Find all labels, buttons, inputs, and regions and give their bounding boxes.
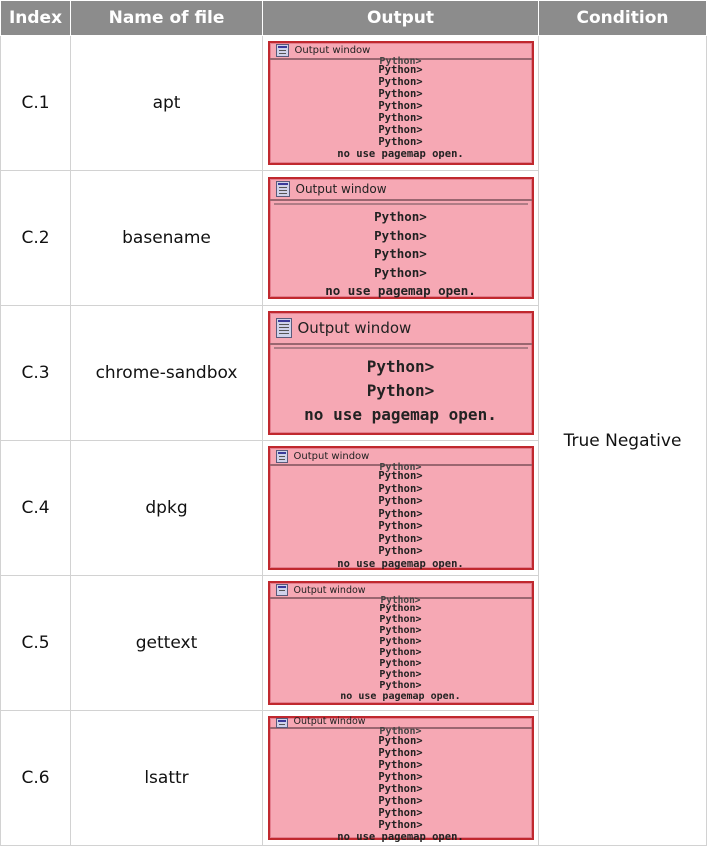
prompt-line: Python>: [378, 507, 423, 520]
header-output: Output: [263, 1, 539, 36]
message-line: no use pagemap open.: [325, 283, 476, 298]
prompt-line: Python>: [378, 88, 423, 100]
cut-off-line: Python>: [379, 56, 422, 67]
output-cell: [263, 576, 539, 711]
prompt-line: Python>: [378, 532, 423, 545]
prompt-line: Python>: [379, 614, 422, 625]
window-icon: [276, 318, 292, 338]
row-file-name: basename: [71, 171, 263, 306]
prompt-line: Python>: [374, 246, 427, 261]
output-window-title: Output window: [293, 584, 366, 596]
output-lines: [270, 470, 532, 570]
row-index: C.3: [1, 306, 71, 441]
window-icon: [276, 450, 288, 463]
window-icon: [276, 181, 290, 197]
output-window-titlebar: [270, 313, 532, 345]
output-window-title: Output window: [294, 45, 371, 56]
prompt-line: Python>: [378, 735, 423, 747]
prompt-line: Python>: [379, 658, 422, 669]
prompt-line: Python>: [374, 264, 427, 280]
output-cell: [263, 36, 539, 171]
row-file-name: dpkg: [71, 441, 263, 576]
row-index: C.4: [1, 441, 71, 576]
message-line: no use pagemap open.: [337, 831, 464, 843]
prompt-line: Python>: [374, 209, 427, 224]
header-row: [1, 1, 707, 36]
window-icon: [276, 584, 288, 596]
prompt-line: Python>: [366, 357, 435, 376]
output-window: [268, 177, 534, 299]
output-cell: [263, 306, 539, 441]
prompt-line: Python>: [378, 795, 423, 807]
prompt-line: Python>: [378, 771, 423, 783]
output-lines: [270, 205, 532, 301]
cut-off-line: Python>: [379, 462, 422, 473]
row-index: C.1: [1, 36, 71, 171]
prompt-line: Python>: [378, 124, 423, 136]
output-lines: [270, 603, 532, 702]
header-index: Index: [1, 1, 71, 36]
output-cell: [263, 711, 539, 846]
prompt-line: Python>: [379, 669, 422, 680]
prompt-line: Python>: [378, 819, 423, 831]
prompt-line: Python>: [378, 482, 423, 495]
prompt-line: Python>: [374, 227, 427, 243]
prompt-line: Python>: [366, 381, 435, 400]
row-file-name: gettext: [71, 576, 263, 711]
output-cell: [263, 171, 539, 306]
cut-off-line: Python>: [380, 595, 421, 606]
prompt-line: Python>: [379, 636, 422, 647]
prompt-line: Python>: [379, 625, 422, 636]
output-window-title: Output window: [293, 450, 370, 462]
output-window-title: Output window: [297, 319, 412, 337]
output-window: [268, 716, 534, 843]
row-index: C.5: [1, 576, 71, 711]
row-index: C.2: [1, 171, 71, 306]
prompt-line: Python>: [378, 495, 423, 507]
row-index: C.6: [1, 711, 71, 846]
row-file-name: lsattr: [71, 711, 263, 846]
prompt-line: Python>: [378, 545, 423, 557]
prompt-line: Python>: [378, 759, 423, 771]
prompt-line: Python>: [378, 76, 423, 88]
prompt-line: Python>: [378, 136, 423, 148]
prompt-line: Python>: [378, 100, 423, 112]
prompt-line: Python>: [378, 520, 423, 532]
prompt-line: Python>: [378, 470, 423, 482]
prompt-line: Python>: [378, 783, 423, 795]
message-line: no use pagemap open.: [340, 691, 461, 702]
prompt-line: Python>: [378, 807, 423, 819]
header-condition: Condition: [539, 1, 707, 36]
prompt-line: Python>: [378, 112, 423, 124]
output-window: [268, 311, 534, 435]
output-window-title: Output window: [293, 716, 366, 727]
output-lines: [270, 349, 532, 427]
cut-off-line: Python>: [379, 726, 422, 737]
output-window: [268, 446, 534, 570]
output-window: [268, 41, 534, 165]
output-window-title: Output window: [295, 182, 387, 196]
output-cell: [263, 441, 539, 576]
window-icon: [276, 44, 289, 57]
row-file-name: chrome-sandbox: [71, 306, 263, 441]
output-window-titlebar: [270, 179, 532, 201]
condition-cell: True Negative: [539, 36, 707, 846]
prompt-line: Python>: [378, 64, 423, 76]
message-line: no use pagemap open.: [304, 405, 497, 424]
message-line: no use pagemap open.: [337, 148, 464, 160]
output-window: [268, 581, 534, 705]
window-icon: [276, 718, 288, 728]
message-line: no use pagemap open.: [337, 557, 464, 570]
prompt-line: Python>: [379, 647, 422, 658]
row-file-name: apt: [71, 36, 263, 171]
output-lines: [270, 735, 532, 843]
output-lines: [270, 64, 532, 160]
prompt-line: Python>: [378, 747, 423, 759]
prompt-line: Python>: [379, 603, 422, 614]
table-row: [1, 36, 707, 171]
header-name-of-file: Name of file: [71, 1, 263, 36]
prompt-line: Python>: [379, 680, 422, 691]
